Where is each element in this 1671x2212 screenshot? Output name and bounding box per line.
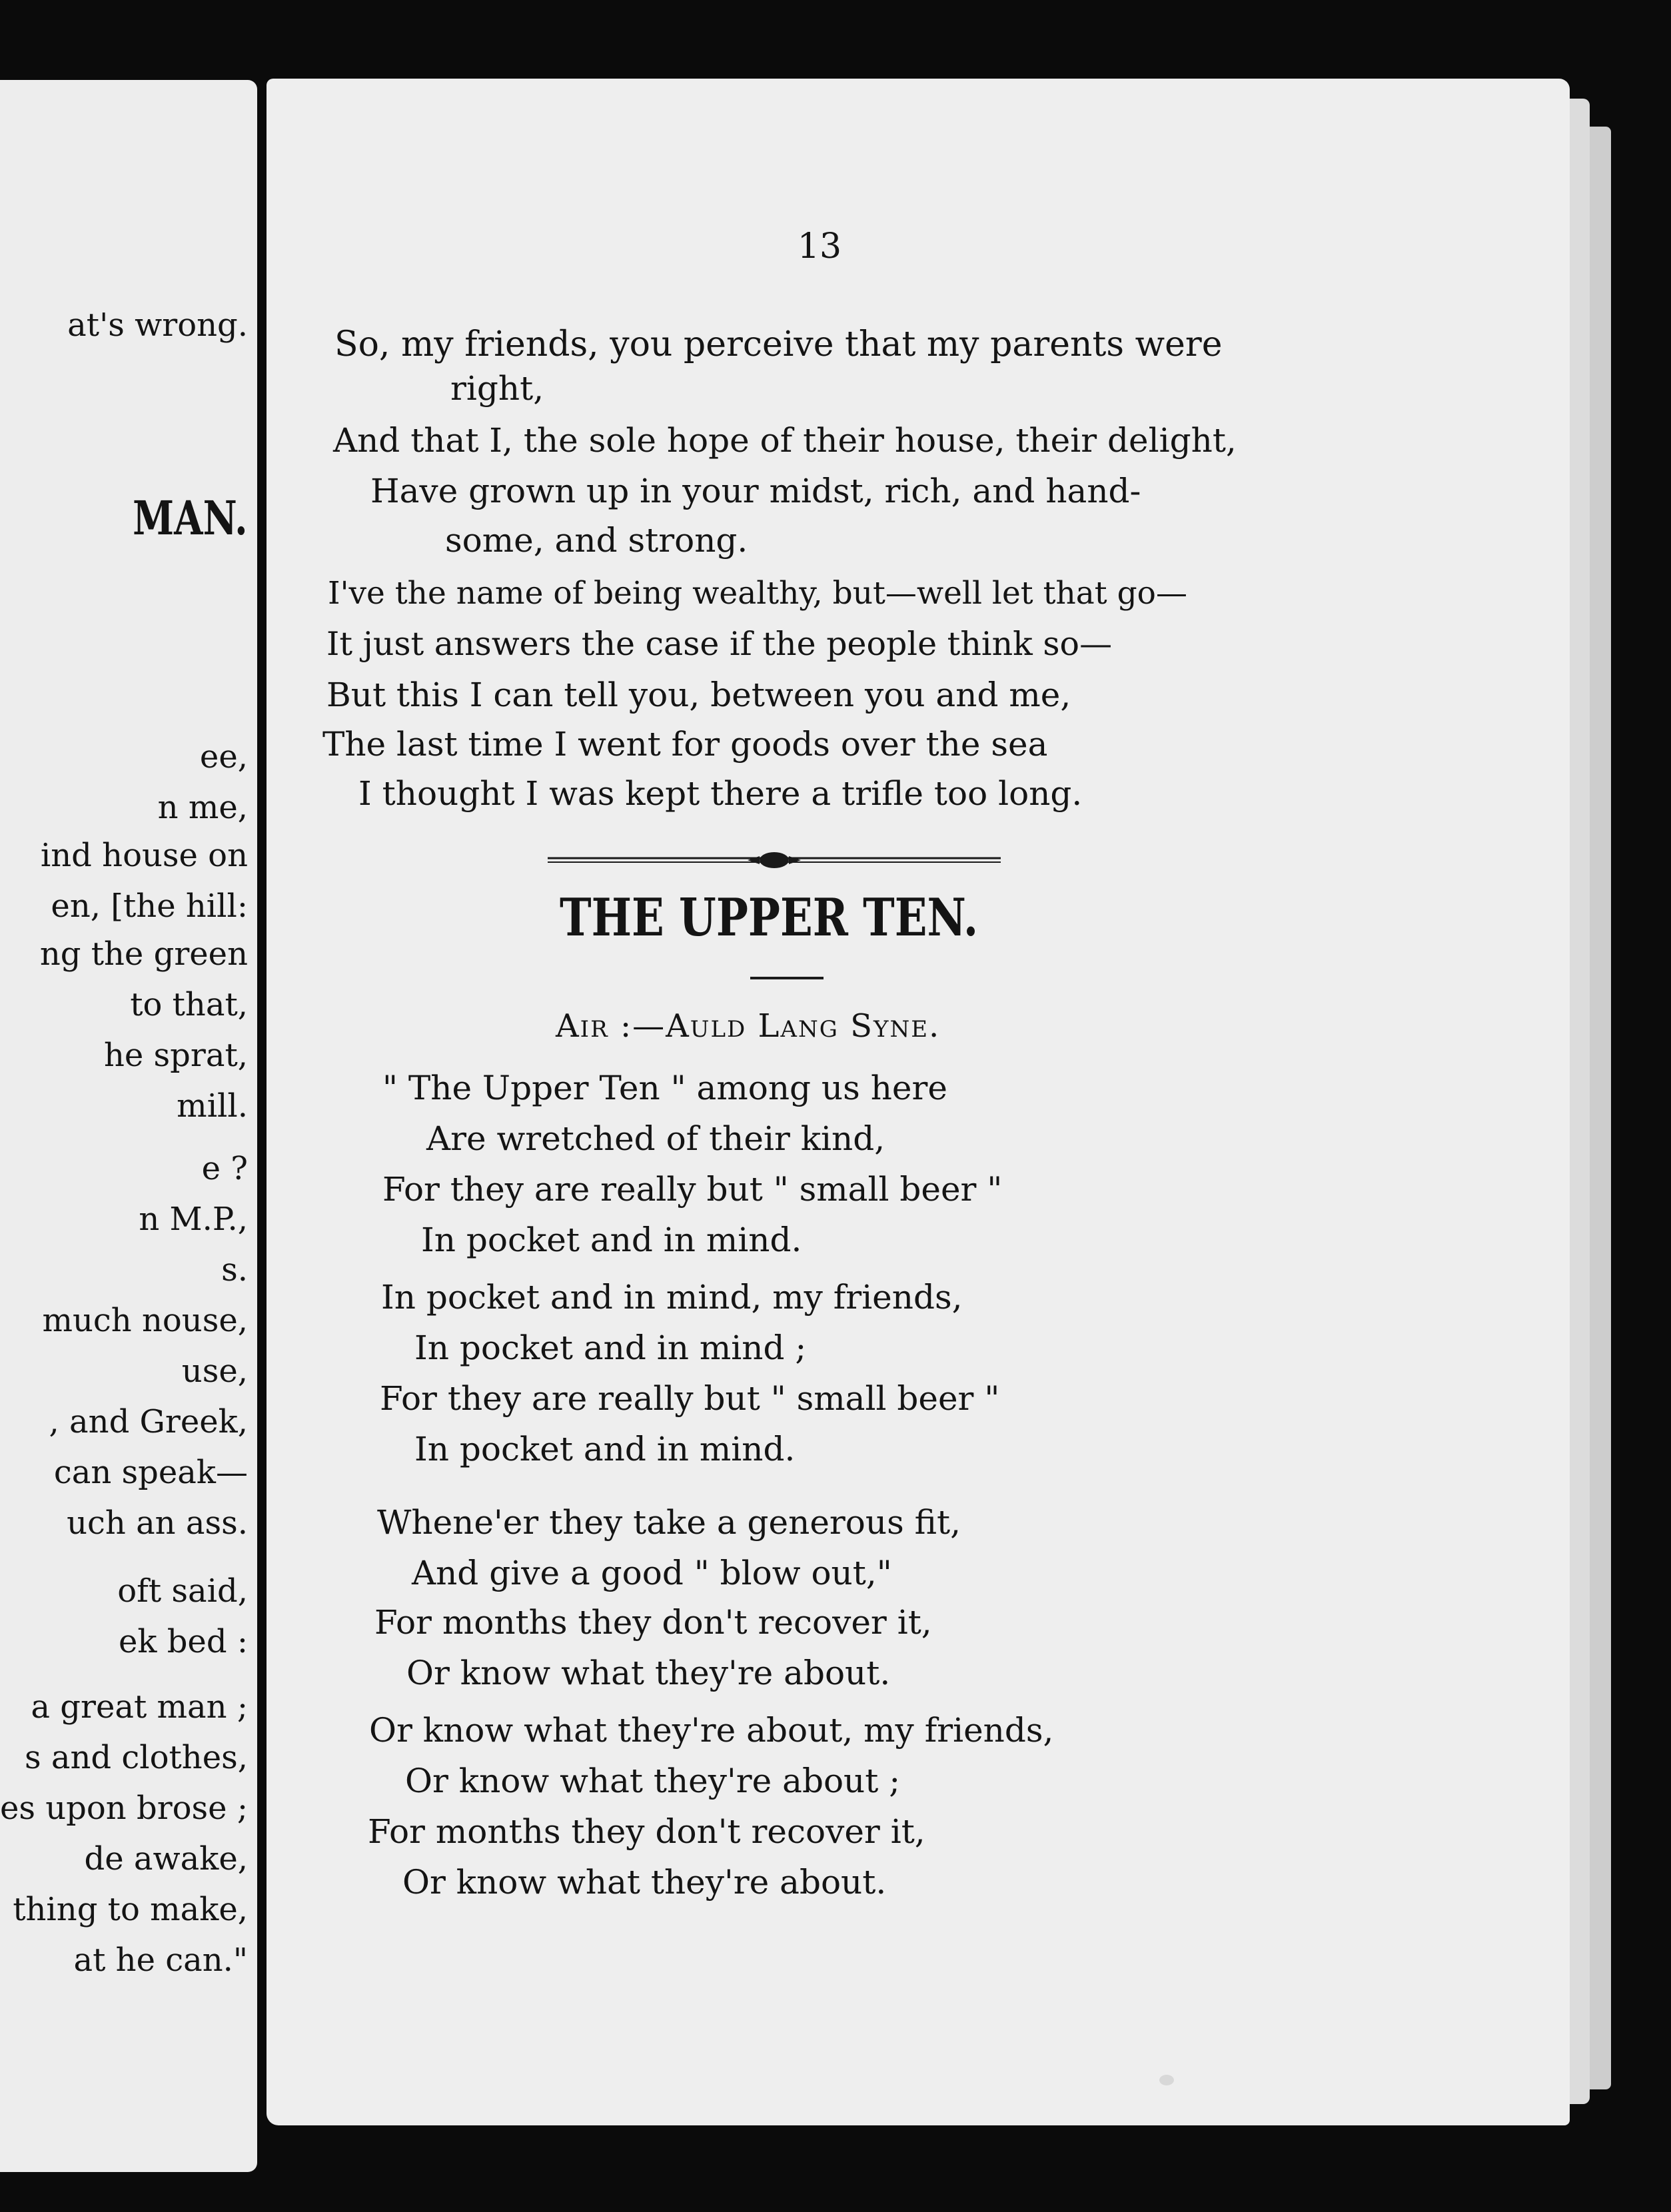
- left-page-line: much nouse,: [42, 1302, 248, 1339]
- song-air: Air :—Auld Lang Syne.: [556, 1007, 941, 1045]
- verse-line: In pocket and in mind.: [414, 1430, 796, 1468]
- verse-line: In pocket and in mind, my friends,: [381, 1278, 963, 1317]
- verse-line: Or know what they're about ;: [405, 1762, 901, 1800]
- left-page-line: can speak—: [53, 1454, 248, 1491]
- verse-line: The last time I went for goods over the sea: [322, 725, 1048, 764]
- verse-line: For months they don't recover it,: [368, 1812, 925, 1851]
- verse-line: " The Upper Ten " among us here: [382, 1069, 947, 1107]
- left-page-line: es upon brose ;: [0, 1790, 248, 1827]
- verse-line: right,: [450, 369, 544, 408]
- left-page-line: ind house on: [40, 837, 248, 874]
- left-page-line: at he can.": [73, 1941, 248, 1979]
- verse-line: It just answers the case if the people think so—: [326, 625, 1113, 663]
- verse-line: I thought I was kept there a trifle too long.: [358, 774, 1083, 813]
- verse-line: some, and strong.: [445, 521, 748, 560]
- left-page-line: n me,: [157, 789, 248, 826]
- left-page-line: to that,: [130, 986, 248, 1023]
- left-page-line: mill.: [177, 1087, 248, 1125]
- left-page-line: s and clothes,: [24, 1739, 248, 1776]
- left-page-line: n M.P.,: [139, 1201, 248, 1238]
- verse-line: For months they don't recover it,: [374, 1603, 932, 1642]
- verse-line: Or know what they're about.: [406, 1654, 891, 1692]
- song-title: THE UPPER TEN.: [560, 887, 979, 948]
- verse-line: Or know what they're about.: [402, 1863, 887, 1902]
- left-page-line: at's wrong.: [67, 306, 248, 344]
- verse-line: I've the name of being wealthy, but—well let that go—: [328, 575, 1187, 612]
- verse-line: And that I, the sole hope of their house, their delight,: [333, 421, 1237, 460]
- left-page-line: ek bed :: [118, 1623, 248, 1660]
- verse-line: So, my friends, you perceive that my parents were: [334, 324, 1223, 364]
- left-page-line: uch an ass.: [67, 1504, 248, 1542]
- left-page-line: a great man ;: [31, 1688, 248, 1726]
- verse-line: And give a good " blow out,": [412, 1554, 892, 1592]
- verse-line: Or know what they're about, my friends,: [369, 1711, 1054, 1750]
- left-facing-page: [0, 80, 257, 2172]
- verse-line: Whene'er they take a generous fit,: [377, 1503, 961, 1542]
- left-page-line: thing to make,: [13, 1891, 248, 1928]
- left-page-line: use,: [181, 1353, 248, 1390]
- verse-line: Have grown up in your midst, rich, and hand-: [370, 472, 1141, 510]
- verse-line: Are wretched of their kind,: [426, 1119, 885, 1158]
- left-page-line: en, [the hill:: [51, 887, 248, 925]
- verse-line: In pocket and in mind.: [421, 1221, 802, 1259]
- page-number: 13: [797, 227, 842, 267]
- left-page-line: de awake,: [84, 1840, 248, 1878]
- ornamental-divider: [548, 846, 1001, 873]
- left-page-line: e ?: [201, 1150, 248, 1187]
- verse-line: For they are really but " small beer ": [380, 1379, 1000, 1418]
- verse-line: But this I can tell you, between you and me,: [326, 676, 1071, 714]
- left-page-line: , and Greek,: [49, 1403, 248, 1440]
- left-page-line: ee,: [199, 738, 248, 776]
- left-page-line: he sprat,: [103, 1037, 248, 1074]
- left-page-line: s.: [221, 1251, 248, 1289]
- verse-line: For they are really but " small beer ": [382, 1170, 1003, 1209]
- left-page-line: ng the green: [39, 935, 248, 973]
- paper-speck: [1159, 2075, 1174, 2085]
- left-page-heading: MAN.: [133, 490, 248, 546]
- verse-line: In pocket and in mind ;: [414, 1329, 807, 1367]
- left-page-line: oft said,: [117, 1572, 248, 1610]
- title-rule: [750, 977, 824, 979]
